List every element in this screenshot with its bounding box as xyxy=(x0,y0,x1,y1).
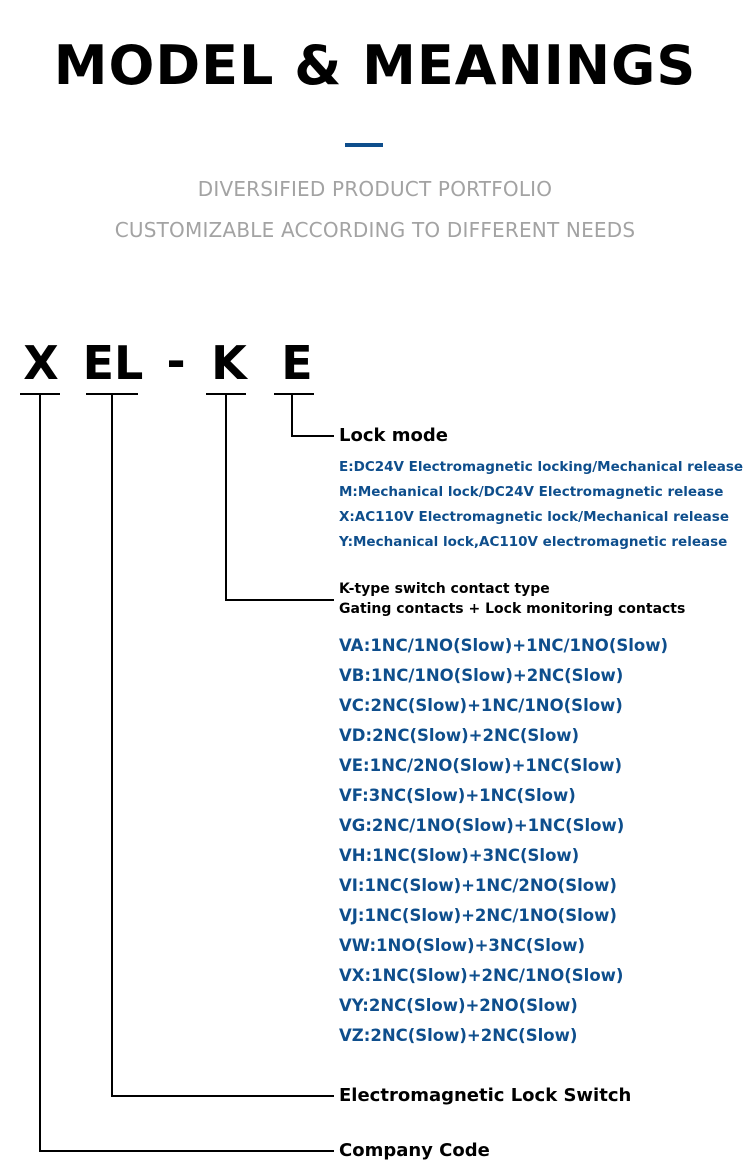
code-separator: - xyxy=(166,334,186,388)
code-segment-el: EL xyxy=(82,336,144,390)
code-segment-x: X xyxy=(23,336,59,390)
contact-type-option: VJ:1NC(Slow)+2NC/1NO(Slow) xyxy=(339,906,617,925)
contact-type-option: VC:2NC(Slow)+1NC/1NO(Slow) xyxy=(339,696,623,715)
contact-type-option: VE:1NC/2NO(Slow)+1NC(Slow) xyxy=(339,756,623,775)
contact-type-option: VW:1NO(Slow)+3NC(Slow) xyxy=(339,936,586,955)
connector-company xyxy=(40,394,334,1151)
subtitle-line-1: DIVERSIFIED PRODUCT PORTFOLIO xyxy=(197,177,553,201)
lock-mode-option: M:Mechanical lock/DC24V Electromagnetic release xyxy=(339,484,724,500)
contact-type-option: VX:1NC(Slow)+2NC/1NO(Slow) xyxy=(339,966,624,985)
connector-contact-type xyxy=(226,394,334,600)
lock-mode-option: Y:Mechanical lock,AC110V electromagnetic release xyxy=(339,534,728,550)
connector-electromagnetic xyxy=(112,394,334,1096)
code-segment-k: K xyxy=(211,336,247,390)
contact-type-option: VA:1NC/1NO(Slow)+1NC/1NO(Slow) xyxy=(339,636,669,655)
contact-type-option: VF:3NC(Slow)+1NC(Slow) xyxy=(339,786,576,805)
company-code-label: Company Code xyxy=(339,1140,490,1161)
contact-type-option: VI:1NC(Slow)+1NC/2NO(Slow) xyxy=(339,876,617,895)
lock-mode-option: X:AC110V Electromagnetic lock/Mechanical release xyxy=(339,509,729,525)
contact-type-option: VB:1NC/1NO(Slow)+2NC(Slow) xyxy=(339,666,624,685)
contact-type-option: VZ:2NC(Slow)+2NC(Slow) xyxy=(339,1026,578,1045)
connector-lock-mode xyxy=(292,394,334,436)
contact-type-option: VG:2NC/1NO(Slow)+1NC(Slow) xyxy=(339,816,625,835)
contact-type-option: VD:2NC(Slow)+2NC(Slow) xyxy=(339,726,580,745)
code-segment-e: E xyxy=(281,336,313,390)
contact-type-heading xyxy=(339,579,685,619)
contact-type-heading-line-1: K-type switch contact type xyxy=(339,581,550,597)
subtitle-line-2: CUSTOMIZABLE ACCORDING TO DIFFERENT NEEDS xyxy=(114,218,636,242)
electromagnetic-lock-switch-label: Electromagnetic Lock Switch xyxy=(339,1085,632,1106)
lock-mode-option: E:DC24V Electromagnetic locking/Mechanical release xyxy=(339,459,744,475)
contact-type-option: VH:1NC(Slow)+3NC(Slow) xyxy=(339,846,580,865)
contact-type-heading-line-2: Gating contacts + Lock monitoring contacts xyxy=(339,601,686,617)
lock-mode-heading: Lock mode xyxy=(339,425,448,446)
contact-type-option: VY:2NC(Slow)+2NO(Slow) xyxy=(339,996,578,1015)
page-title: MODEL & MEANINGS xyxy=(53,34,697,97)
